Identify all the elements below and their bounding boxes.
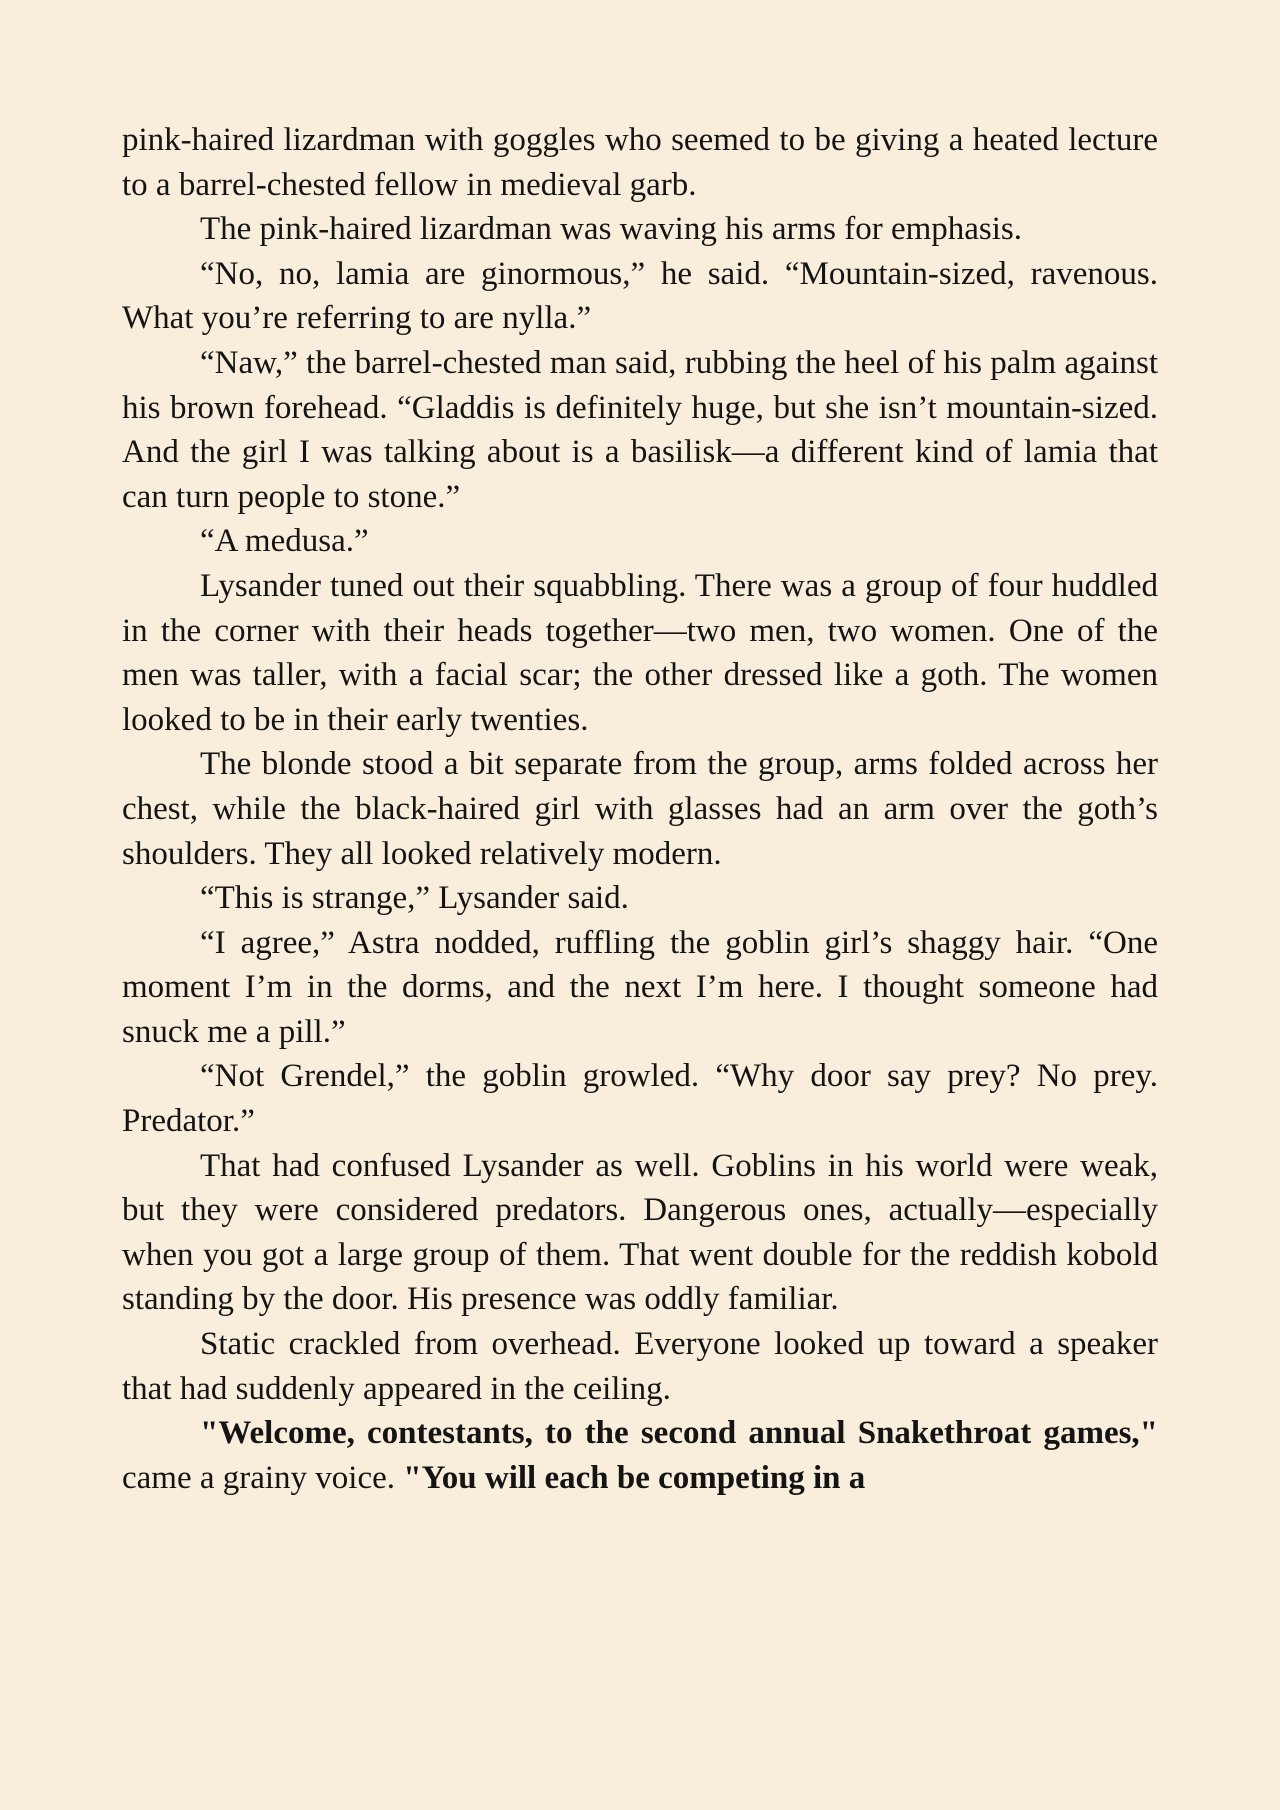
paragraph-text: That had confused Lysander as well. Goblins in his world were weak, but they were considered predators. Dangerous ones, actually—especially when you got a large group of them. That went double for the reddish kobold standing by the door. His presence was oddly familiar.: [122, 1147, 1158, 1318]
paragraph: [122, 1054, 1158, 1143]
paragraph: [122, 1144, 1158, 1322]
paragraph: [122, 341, 1158, 519]
paragraph-text: “Not Grendel,” the goblin growled. “Why door say prey? No prey. Predator.”: [122, 1058, 1158, 1140]
paragraph: [122, 207, 1158, 252]
paragraph-text: pink-haired lizardman with goggles who seemed to be giving a heated lecture to a barrel-chested fellow in medieval garb.: [122, 122, 1158, 203]
paragraph-text: The blonde stood a bit separate from the group, arms folded across her chest, while the black-haired girl with glasses had an arm over the goth’s shoulders. They all looked relatively modern.: [122, 746, 1158, 872]
paragraph: [122, 921, 1158, 1055]
paragraph-text: “This is strange,” Lysander said.: [200, 880, 629, 917]
bold-dialogue-text: "Welcome, contestants, to the second annual Snakethroat games,": [200, 1415, 1158, 1452]
paragraph: [122, 876, 1158, 921]
book-page-body: [122, 118, 1158, 1500]
paragraph: [122, 118, 1158, 207]
paragraph-text: The pink-haired lizardman was waving his arms for emphasis.: [200, 211, 1023, 248]
paragraph: [122, 519, 1158, 564]
paragraph-text: “Naw,” the barrel-chested man said, rubbing the heel of his palm against his brown forehead. “Gladdis is definitely huge, but she isn’t mountain-sized. And the girl I was talking about is a basilisk—a different kind of lamia that can turn people to stone.”: [122, 344, 1158, 515]
paragraph-text: “A medusa.”: [200, 523, 369, 560]
paragraph-text: “No, no, lamia are ginormous,” he said. “Mountain-sized, ravenous. What you’re referring to are nylla.”: [122, 255, 1158, 337]
bold-dialogue-text: "You will each be competing in a: [403, 1459, 866, 1496]
paragraph: [122, 742, 1158, 876]
paragraph-text: came a grainy voice.: [122, 1459, 404, 1496]
paragraph: [122, 564, 1158, 742]
paragraph-text: Static crackled from overhead. Everyone looked up toward a speaker that had suddenly appeared in the ceiling.: [122, 1326, 1158, 1407]
paragraph-text: Lysander tuned out their squabbling. There was a group of four huddled in the corner with their heads together—two men, two women. One of the men was taller, with a facial scar; the other dressed like a goth. The women looked to be in their early twenties.: [122, 567, 1158, 738]
paragraph: [122, 252, 1158, 341]
paragraph: [122, 1411, 1158, 1500]
paragraph: [122, 1322, 1158, 1411]
paragraph-text: “I agree,” Astra nodded, ruffling the goblin girl’s shaggy hair. “One moment I’m in the dorms, and the next I’m here. I thought someone had snuck me a pill.”: [122, 924, 1158, 1050]
